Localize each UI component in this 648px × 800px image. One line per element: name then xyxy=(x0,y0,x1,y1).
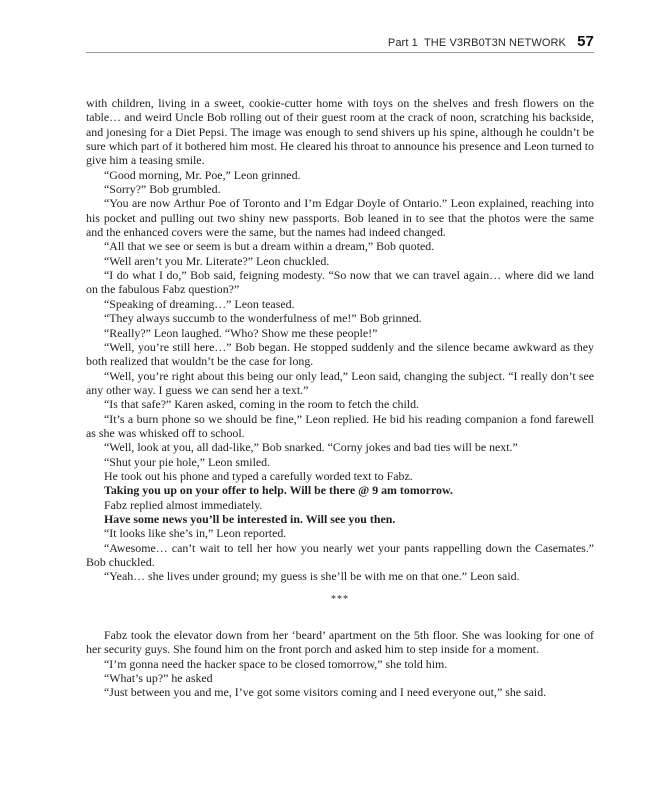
paragraph: with children, living in a sweet, cookie-cutter home with toys on the shelves and fresh flowers on the table… and weird Uncle Bob rolling out of their guest room at the crack of noon, scratching his backside, and jonesing for a Diet Pepsi. The image was enough to send shivers up his spine, although he couldn’t be sure which part of it bothered him most. He cleared his throat to announce his presence and Leon turned to give him a teasing smile. xyxy=(86,96,594,168)
paragraph: “Just between you and me, I’ve got some visitors coming and I need everyone out,” she said. xyxy=(104,685,547,700)
text-message: Have some news you’ll be interested in. Will see you then. xyxy=(104,511,396,526)
paragraph: “I’m gonna need the hacker space to be closed tomorrow,” she told him. xyxy=(104,656,448,671)
paragraph: “It’s a burn phone so we should be fine,” Leon replied. He bid his reading companion a fond farewell as she was whisked off to school. xyxy=(86,411,594,440)
section-separator: *** xyxy=(331,593,349,605)
paragraph: “Well, you’re still here…” Bob began. He stopped suddenly and the silence became awkward as they both realized that wouldn’t be the case for long. xyxy=(86,339,594,369)
paragraph: “Really?” Leon laughed. “Who? Show me these people!” xyxy=(104,325,378,340)
paragraph: “Well aren’t you Mr. Literate?” Leon chuckled. xyxy=(104,253,330,268)
paragraph: “What’s up?” he asked xyxy=(104,671,213,686)
paragraph: “Well, you’re right about this being our only lead,” Leon said, changing the subject. “I really don’t see any other way. I guess we can send her a text.” xyxy=(86,368,594,397)
paragraph: He took out his phone and typed a carefully worded text to Fabz. xyxy=(104,468,413,483)
part-label: Part 1 xyxy=(387,37,418,49)
running-header xyxy=(86,33,594,50)
paragraph: “I do what I do,” Bob said, feigning modesty. “So now that we can travel again… where did we land on the fabulous Fabz question?” xyxy=(86,268,594,297)
paragraph: “Well, look at you, all dad-like,” Bob snarked. “Corny jokes and bad ties will be next.” xyxy=(104,440,518,455)
paragraph: “Yeah… she lives under ground; my guess is she’ll be with me on that one.” Leon said. xyxy=(104,569,520,584)
paragraph: “They always succumb to the wonderfulness of me!” Bob grinned. xyxy=(104,311,422,326)
paragraph: “Awesome… can’t wait to tell her how you nearly wet your pants rappelling down the Casemates.” Bob chuckled. xyxy=(86,540,594,569)
paragraph: “All that we see or seem is but a dream within a dream,” Bob quoted. xyxy=(104,239,435,254)
page-number: 57 xyxy=(577,33,594,50)
body-text xyxy=(86,96,594,700)
paragraph: Fabz replied almost immediately. xyxy=(104,497,263,512)
paragraph: “It looks like she’s in,” Leon reported. xyxy=(104,526,287,541)
paragraph: “Is that safe?” Karen asked, coming in the room to fetch the child. xyxy=(104,397,419,412)
paragraph: “Good morning, Mr. Poe,” Leon grinned. xyxy=(104,167,301,182)
paragraph: “Shut your pie hole,” Leon smiled. xyxy=(104,454,271,469)
header-rule xyxy=(86,52,594,53)
paragraph: “Speaking of dreaming…” Leon teased. xyxy=(104,296,295,311)
paragraph: “Sorry?” Bob grumbled. xyxy=(104,182,221,197)
text-message: Taking you up on your offer to help. Will be there @ 9 am tomorrow. xyxy=(104,483,453,498)
paragraph: “You are now Arthur Poe of Toronto and I’m Edgar Doyle of Ontario.” Leon explained, reaching into his pocket and pulling out two shiny new passports. Bob leaned in to see that the photos were the same and the enhanced covers were the same, but the names had indeed changed. xyxy=(86,196,594,240)
paragraph: Fabz took the elevator down from her ‘beard’ apartment on the 5th floor. She was looking for one of her security guys. She found him on the front porch and asked him to step inside for a moment. xyxy=(86,628,594,657)
book-title: THE V3RB0T3N NETWORK xyxy=(423,37,566,49)
